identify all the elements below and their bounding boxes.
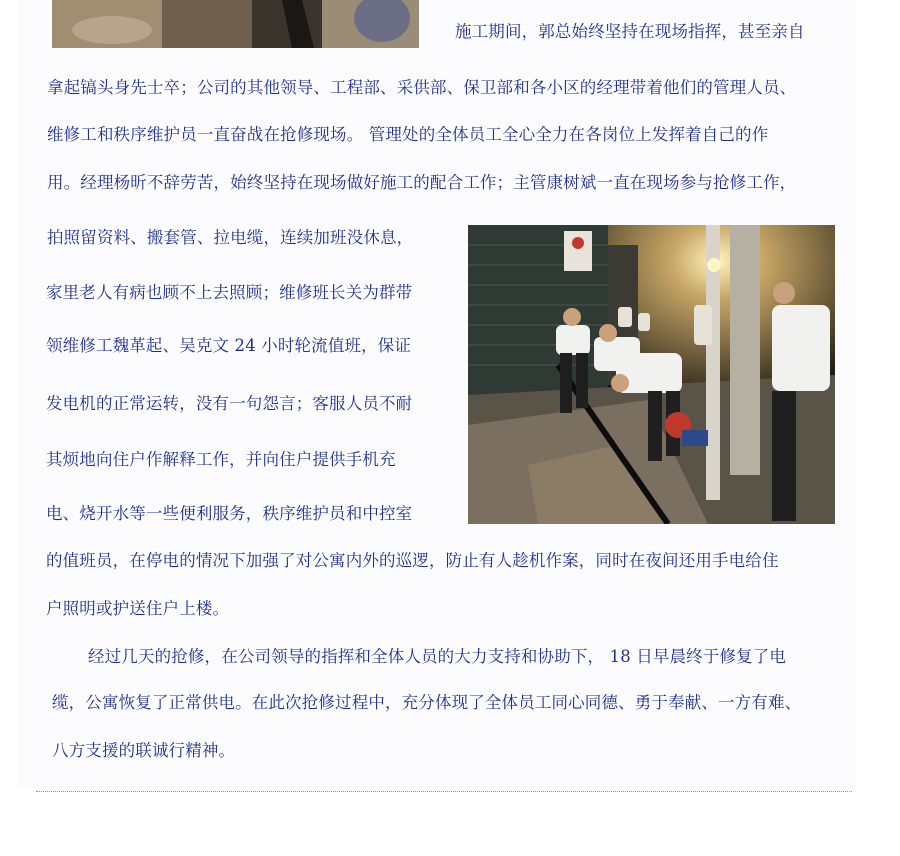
paragraph-line: 户照明或护送住户上楼。 <box>46 599 230 618</box>
paragraph-line: 八方支援的联诚行精神。 <box>52 741 236 760</box>
top-photo <box>52 0 419 48</box>
night-repair-photo <box>468 225 835 524</box>
paragraph-line: 施工期间，郭总始终坚持在现场指挥，甚至亲自 <box>455 22 805 41</box>
paragraph-line: 的值班员，在停电的情况下加强了对公寓内外的巡逻，防止有人趁机作案，同时在夜间还用手电给住 <box>46 551 779 570</box>
paragraph-line: 拿起镐头身先士卒；公司的其他领导、工程部、采供部、保卫部和各小区的经理带着他们的管理人员、 <box>47 78 797 97</box>
paragraph-line: 拍照留资料、搬套管、拉电缆，连续加班没休息， <box>47 228 414 247</box>
section-divider <box>36 791 852 792</box>
paragraph-line: 经过几天的抢修，在公司领导的指挥和全体人员的大力支持和协助下， 18 日早晨终于修复了电 <box>88 647 787 666</box>
paragraph-line: 领维修工魏革起、吴克文 24 小时轮流值班，保证 <box>46 336 412 355</box>
paragraph-line: 维修工和秩序维护员一直奋战在抢修现场。 管理处的全体员工全心全力在各岗位上发挥着自己的作 <box>47 125 769 144</box>
paragraph-line: 发电机的正常运转，没有一句怨言；客服人员不耐 <box>46 394 413 413</box>
paragraph-line: 缆，公寓恢复了正常供电。在此次抢修过程中，充分体现了全体员工同心同德、勇于奉献、一方有难、 <box>52 693 802 712</box>
paragraph-line: 家里老人有病也顾不上去照顾；维修班长关为群带 <box>46 283 413 302</box>
paragraph-line: 其烦地向住户作解释工作，并向住户提供手机充 <box>46 450 396 469</box>
paragraph-line: 用。经理杨昕不辞劳苦，始终坚持在现场做好施工的配合工作；主管康树斌一直在现场参与抢修工作， <box>47 173 797 192</box>
paragraph-line: 电、烧开水等一些便利服务，秩序维护员和中控室 <box>46 504 413 523</box>
